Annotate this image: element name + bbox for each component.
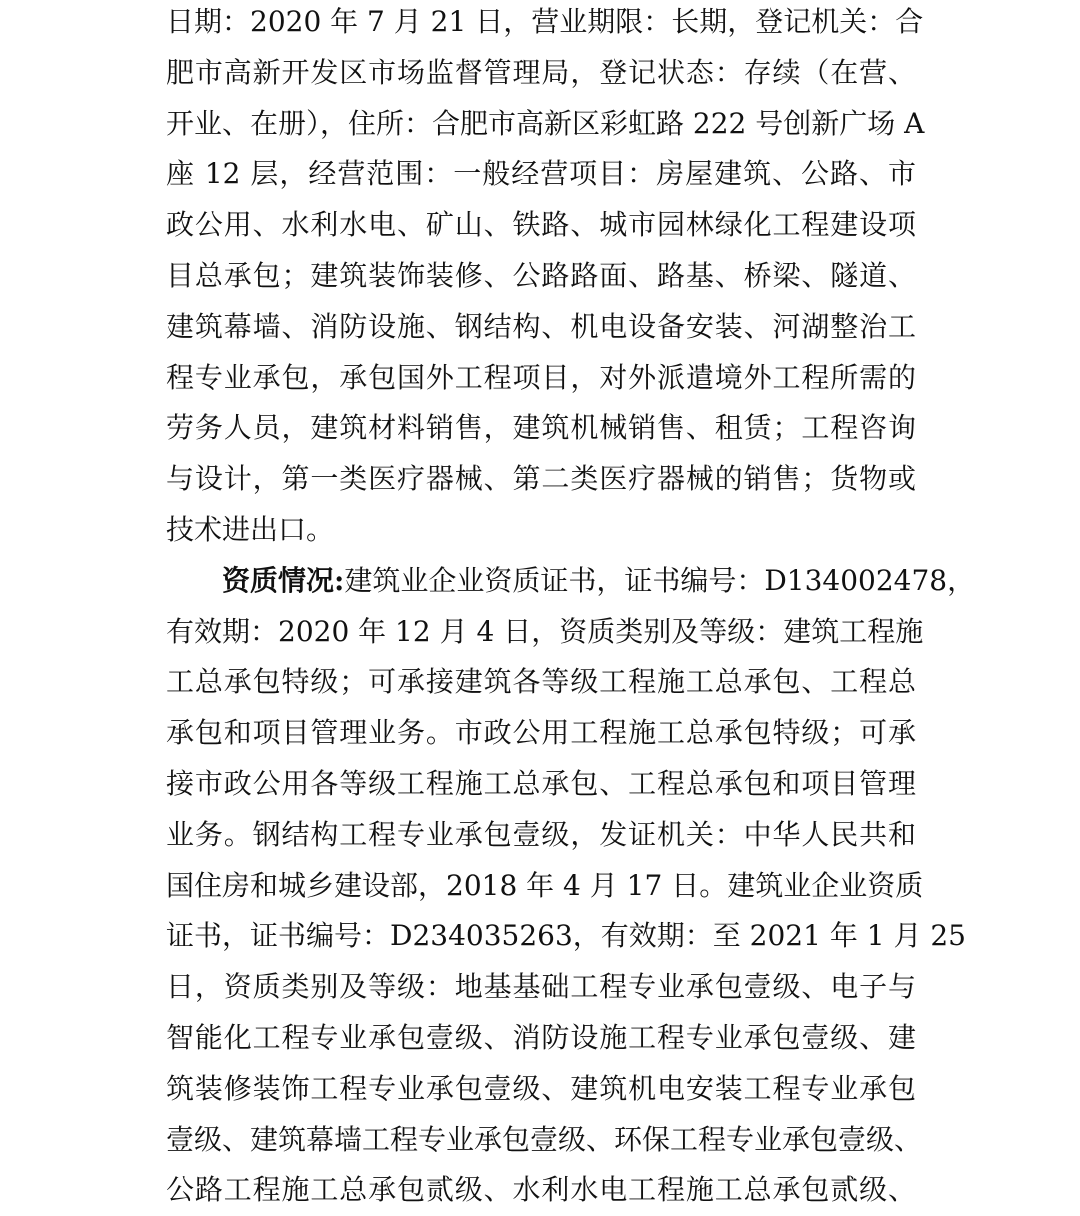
text-line: 目总承包；建筑装饰装修、公路路面、路基、桥梁、隧道、 [166, 258, 916, 292]
qualification-heading: 资质情况: [222, 563, 345, 597]
text-line: 智能化工程专业承包壹级、消防设施工程专业承包壹级、建 [166, 1020, 916, 1054]
text-line: 日期：2020 年 7 月 21 日，营业期限：长期，登记机关：合 [166, 5, 924, 38]
text-line: 接市政公用各等级工程施工总承包、工程总承包和项目管理 [166, 766, 916, 800]
text-line: 承包和项目管理业务。市政公用工程施工总承包特级；可承 [166, 716, 916, 750]
text-line: 日，资质类别及等级：地基基础工程专业承包壹级、电子与 [166, 970, 916, 1004]
text-line: 开业、在册），住所：合肥市高新区彩虹路 222 号创新广场 A [166, 106, 925, 140]
text-line: 肥市高新开发区市场监督管理局，登记状态：存续（在营、 [166, 55, 916, 89]
text-line: 建筑幕墙、消防设施、钢结构、机电设备安装、河湖整治工 [166, 309, 916, 343]
text-line: 业务。钢结构工程专业承包壹级，发证机关：中华人民共和 [166, 817, 916, 851]
text-line: 国住房和城乡建设部，2018 年 4 月 17 日。建筑业企业资质 [166, 868, 924, 902]
qualification-first-line [166, 556, 976, 607]
text-line: 证书，证书编号：D234035263，有效期：至 2021 年 1 月 25 [166, 919, 966, 953]
qualification-first-line-text: 建筑业企业资质证书，证书编号：D134002478， [344, 563, 976, 597]
document-page [166, 0, 976, 1216]
text-line: 座 12 层，经营范围：一般经营项目：房屋建筑、公路、市 [166, 157, 916, 191]
text-line: 与设计，第一类医疗器械、第二类医疗器械的销售；货物或 [166, 462, 916, 496]
business-info-paragraph [166, 0, 925, 556]
text-line: 政公用、水利水电、矿山、铁路、城市园林绿化工程建设项 [166, 208, 916, 242]
text-line: 程专业承包，承包国外工程项目，对外派遣境外工程所需的 [166, 360, 916, 394]
qualification-paragraph [166, 556, 976, 1216]
text-line: 公路工程施工总承包贰级、水利水电工程施工总承包贰级、 [166, 1173, 916, 1207]
text-line: 工总承包特级；可承接建筑各等级工程施工总承包、工程总 [166, 665, 916, 699]
text-line: 壹级、建筑幕墙工程专业承包壹级、环保工程专业承包壹级、 [166, 1122, 923, 1156]
text-line: 技术进出口。 [166, 512, 335, 546]
text-line: 有效期：2020 年 12 月 4 日，资质类别及等级：建筑工程施 [166, 614, 924, 648]
text-line: 筑装修装饰工程专业承包壹级、建筑机电安装工程专业承包 [166, 1071, 916, 1105]
text-line: 劳务人员，建筑材料销售，建筑机械销售、租赁；工程咨询 [166, 411, 916, 445]
